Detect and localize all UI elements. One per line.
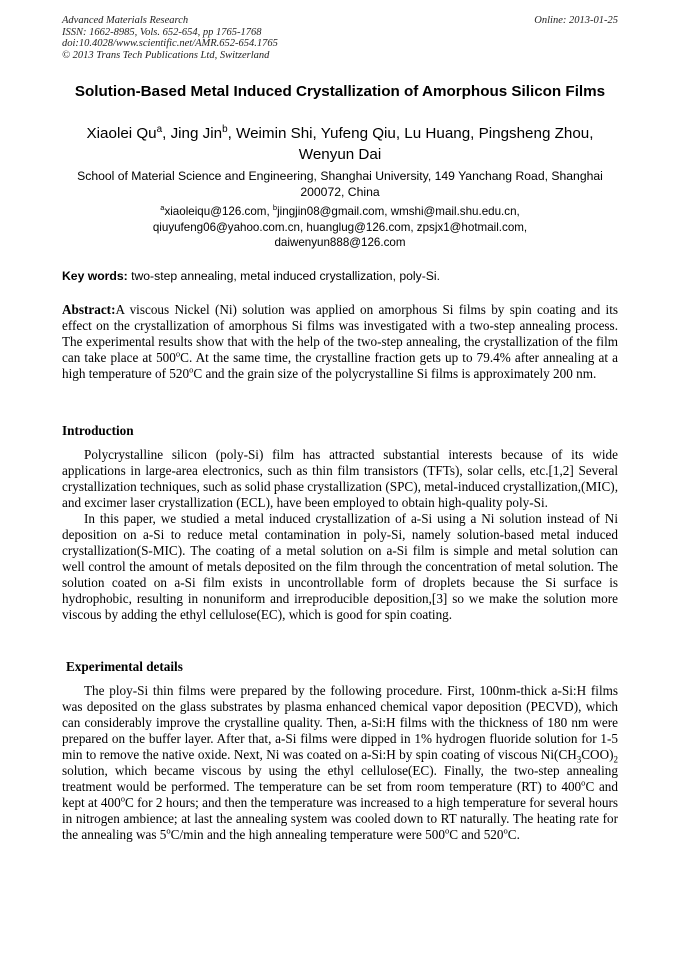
email-line <box>62 204 618 220</box>
paper-title: Solution-Based Metal Induced Crystallization of Amorphous Silicon Films <box>74 83 606 100</box>
introduction-body <box>62 447 618 623</box>
keywords-label: Key words: <box>62 269 128 283</box>
degree-sup: o <box>444 825 450 836</box>
author-name: Jing Jin <box>170 125 223 142</box>
degree-sup: o <box>503 825 508 836</box>
author-name: Xiaolei Qu <box>86 125 157 142</box>
journal-name: Advanced Materials Research <box>62 15 189 26</box>
email: jingjin08@gmail.com, wmshi@mail.shu.edu.cn, <box>277 205 520 218</box>
subscript: 3 <box>576 754 582 765</box>
email-block <box>62 204 618 251</box>
section-heading-experimental: Experimental details <box>66 659 183 674</box>
paragraph: In this paper, we studied a metal induced crystallization of a-Si using a Ni solution instead of Ni deposition on a-Si to reduce metal contamination in poly-Si, namely solution-based metal induced crystallization(S-MIC). The coating of a metal solution on a-Si film is simple and metal solution can well control the amount of metals deposited on the film through the concentration of metal solution. The solution coated on a-Si film exists in uncontrollable form of droplets because the Si surface is hydrophobic, resulting in nonuniform and irreproducible deposition,[3] so we make the solution more viscous by adding the ethyl cellulose(EC), which is good for spin coating. <box>62 511 618 622</box>
paragraph: Polycrystalline silicon (poly-Si) film has attracted substantial interests because of its wide applications in large-area electronics, such as thin film transistors (TFTs), solar cells, etc.[1,2] Several crystallization techniques, such as solid phase crystallization (SPC), metal-induced crystallization,(MIC), and excimer laser crystallization (ECL), have been employed to obtain high-quality poly-Si. <box>62 447 618 510</box>
abstract-text: C. At the same time, the crystalline fraction gets up to 79.4% after annealing at a high temperature of 520 <box>62 350 618 381</box>
author-sup: b <box>222 123 228 135</box>
text-run: COO) <box>581 747 614 762</box>
affiliation: School of Material Science and Engineering, Shanghai University, 149 Yanchang Road, Shanghai 200072, China <box>77 169 603 199</box>
subscript: 2 <box>613 754 618 765</box>
keywords <box>62 269 618 284</box>
abstract-text: A viscous Nickel (Ni) solution was applied on amorphous Si films by spin coating and its effect on the crystallization of amorphous Si films was investigated with a two-step annealing process. The experimental results show that with the help of the two-step annealing, the crystallization of the film can take place at 500 <box>62 302 618 365</box>
copyright-line: © 2013 Trans Tech Publications Ltd, Switzerland <box>62 49 270 61</box>
keywords-text: two-step annealing, metal induced crystallization, poly-Si. <box>131 269 441 283</box>
author-names: Weimin Shi, Yufeng Qiu, Lu Huang, Pingsheng Zhou, Wenyun Dai <box>236 125 594 163</box>
email-line: daiwenyun888@126.com <box>274 236 406 249</box>
text-run: C and kept at 400 <box>62 779 618 810</box>
text-run: C/min and the high annealing temperature were 500 <box>170 827 445 842</box>
degree-sup: o <box>166 825 171 836</box>
abstract-label: Abstract: <box>62 302 116 317</box>
degree-sup: o <box>120 793 125 804</box>
abstract <box>62 302 618 382</box>
degree-sup: o <box>581 777 586 788</box>
text-run: The ploy-Si thin films were prepared by the following procedure. First, 100nm-thick a-Si:H films was deposited on the glass substrates by plasma enhanced chemical vapor deposition (PECVD), which can considerably improve the crystalline quality. Then, a-Si:H films with the thickness of 180 nm were prepared on the buffer layer. After that, a-Si films were dipped in 1% hydrogen fluoride solution for 1-5 min to remove the native oxide. Next, Ni was coated on a-Si:H by spin coating of viscous Ni(CH <box>62 683 618 762</box>
email-sup: a <box>160 203 165 213</box>
experimental-body <box>62 683 618 843</box>
paragraph <box>62 683 618 843</box>
email: xiaoleiqu@126.com, <box>164 205 270 218</box>
online-date: Online: 2013-01-25 <box>534 15 618 26</box>
issn-line: ISSN: 1662-8985, Vols. 652-654, pp 1765-1768 <box>62 26 262 38</box>
author-list: Xiaolei Qu$^a$, Jing Jin$^b$, Weimin Shi, Yufeng Qiu, Lu Huang, Pingsheng Zhou, Wenyun Dai <box>86 123 594 163</box>
text-run: solution, which became viscous by using the ethyl cellulose(EC). Finally, the two-step annealing treatment would be performed. The temperature can be set from room temperature (RT) to 400 <box>62 763 618 794</box>
author-sup: a <box>156 123 163 135</box>
text-run: C and 520 <box>449 827 504 842</box>
abstract-text: C and the grain size of the polycrystalline Si films is approximately 200 nm. <box>193 366 597 381</box>
journal-header <box>62 15 618 61</box>
text-run: C for 2 hours; and then the temperature was increased to a high temperature for several hours in nitrogen ambience; at last the annealing system was cooled down to RT naturally. The heating rate for the annealing was 5 <box>62 795 618 842</box>
doi-line: doi:10.4028/www.scientific.net/AMR.652-654.1765 <box>62 38 278 50</box>
section-heading-introduction: Introduction <box>62 423 134 438</box>
email-sup: b <box>272 203 278 213</box>
degree-sup: o <box>189 364 194 375</box>
text-run: C. <box>507 827 520 842</box>
degree-sup: o <box>175 348 181 359</box>
email-line: qiuyufeng06@yahoo.com.cn, huanglug@126.com, zpsjx1@hotmail.com, <box>152 220 528 234</box>
